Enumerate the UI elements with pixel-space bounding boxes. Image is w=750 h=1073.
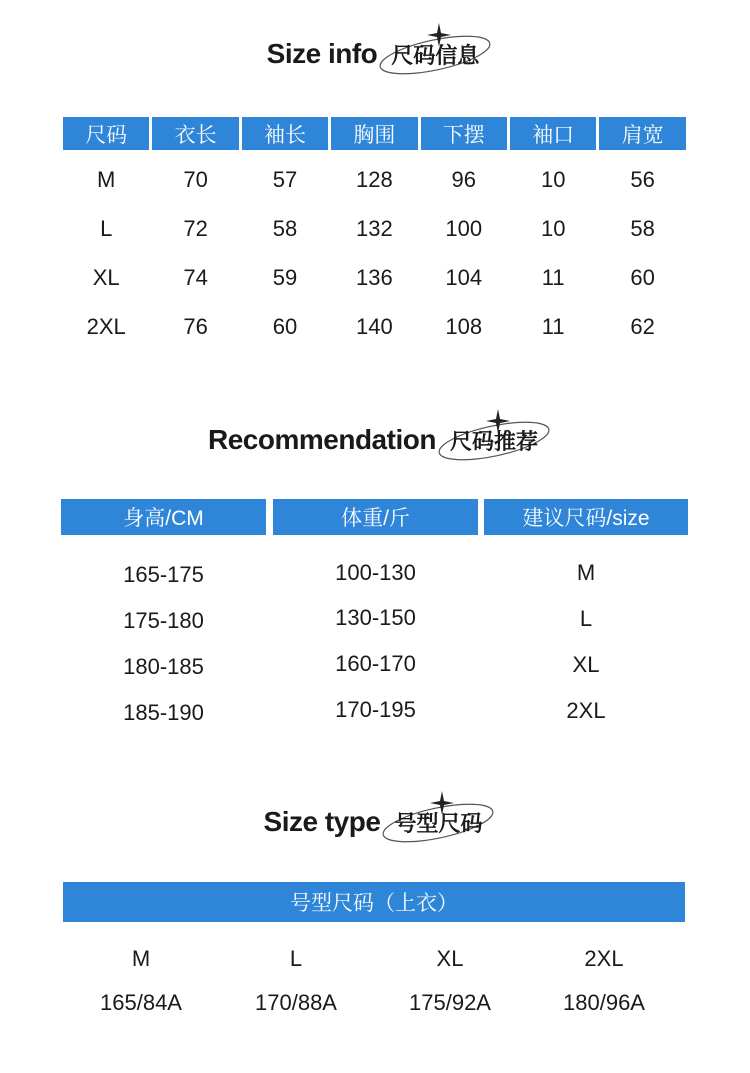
recommendation-table-cell: 170-195 [335,697,416,722]
size-table-cell: 136 [356,265,393,290]
size-type-label: 2XL [584,946,624,971]
size-table-cell: 58 [630,216,655,241]
size-table-cell: 100 [445,216,483,241]
size-table-cell: 10 [540,167,566,192]
size-table-cell: L [100,216,113,241]
size-table-header: 下摆 [421,117,507,150]
size-table-cell: 132 [356,216,393,241]
recommendation-table-header: 体重/斤 [273,499,478,535]
recommendation-table-cell: 180-185 [123,654,204,679]
size-table-cell: 59 [272,265,298,290]
size-info-title-cn-badge [387,39,483,70]
size-type-value: 175/92A [409,990,491,1015]
size-type-value: 170/88A [255,990,337,1015]
size-type-label: XL [436,946,464,971]
size-type-value: 165/84A [100,990,182,1015]
size-table-cell: 128 [356,167,393,192]
size-table-cell: 62 [630,314,655,339]
size-table-header: 尺码 [63,117,149,150]
recommendation-table-cell: L [579,606,593,631]
size-table-cell: 60 [630,265,655,290]
size-type-label: L [289,946,303,971]
size-table-cell: 74 [183,265,208,290]
recommendation-title-en: Recommendation [208,424,436,455]
size-type-title-cn-badge [390,807,486,838]
size-type-title-cn: 号型尺码 [394,810,483,836]
recommendation-table-cell: 160-170 [335,651,416,676]
size-info-title-cn: 尺码信息 [391,42,480,68]
size-table-cell: 10 [540,216,566,241]
recommendation-table-cell: 185-190 [123,700,204,725]
size-table-cell: 57 [272,167,298,192]
size-table-header: 肩宽 [599,117,685,150]
recommendation-table-cell: 100-130 [335,560,416,585]
size-type-value: 180/96A [563,990,645,1015]
size-table-header: 衣长 [152,117,238,150]
size-table-header: 胸围 [331,117,417,150]
size-type-title-en: Size type [263,806,381,837]
size-table-cell: 104 [445,265,483,290]
size-table-cell: 96 [451,167,477,192]
size-table-cell: 2XL [86,314,126,339]
size-table-cell: 76 [183,314,208,339]
size-table-cell: 11 [541,265,565,290]
size-table-cell: 60 [272,314,298,339]
size-info-title-en: Size info [266,38,378,69]
recommendation-title-cn-badge [446,425,542,456]
size-table-header: 袖口 [510,117,596,150]
size-type-title [0,806,750,838]
size-table-cell: 58 [272,216,298,241]
size-table-cell: 72 [183,216,208,241]
size-table-cell: 140 [356,314,393,339]
recommendation-table-cell: XL [572,652,600,677]
size-type-label: M [131,946,151,971]
recommendation-table-cell: M [576,560,596,585]
recommendation-table-header: 建议尺码/size [484,499,688,535]
size-table-cell: 56 [630,167,655,192]
recommendation-table-cell: 130-150 [335,605,416,630]
recommendation-table-cell: 2XL [566,698,606,723]
size-table-header: 袖长 [242,117,328,150]
size-table-cell: 70 [183,167,208,192]
size-table-cell: 11 [541,314,565,339]
recommendation-table-cell: 165-175 [123,562,204,587]
recommendation-table-cell: 175-180 [123,608,204,633]
size-type-header: 号型尺码（上衣） [63,882,685,922]
size-table-cell: 108 [445,314,483,339]
size-table-cell: XL [92,265,120,290]
size-info-title [0,38,750,70]
recommendation-table-header: 身高/CM [61,499,266,535]
recommendation-title-cn: 尺码推荐 [449,428,538,454]
size-table-cell: M [97,167,116,192]
recommendation-title [0,424,750,456]
